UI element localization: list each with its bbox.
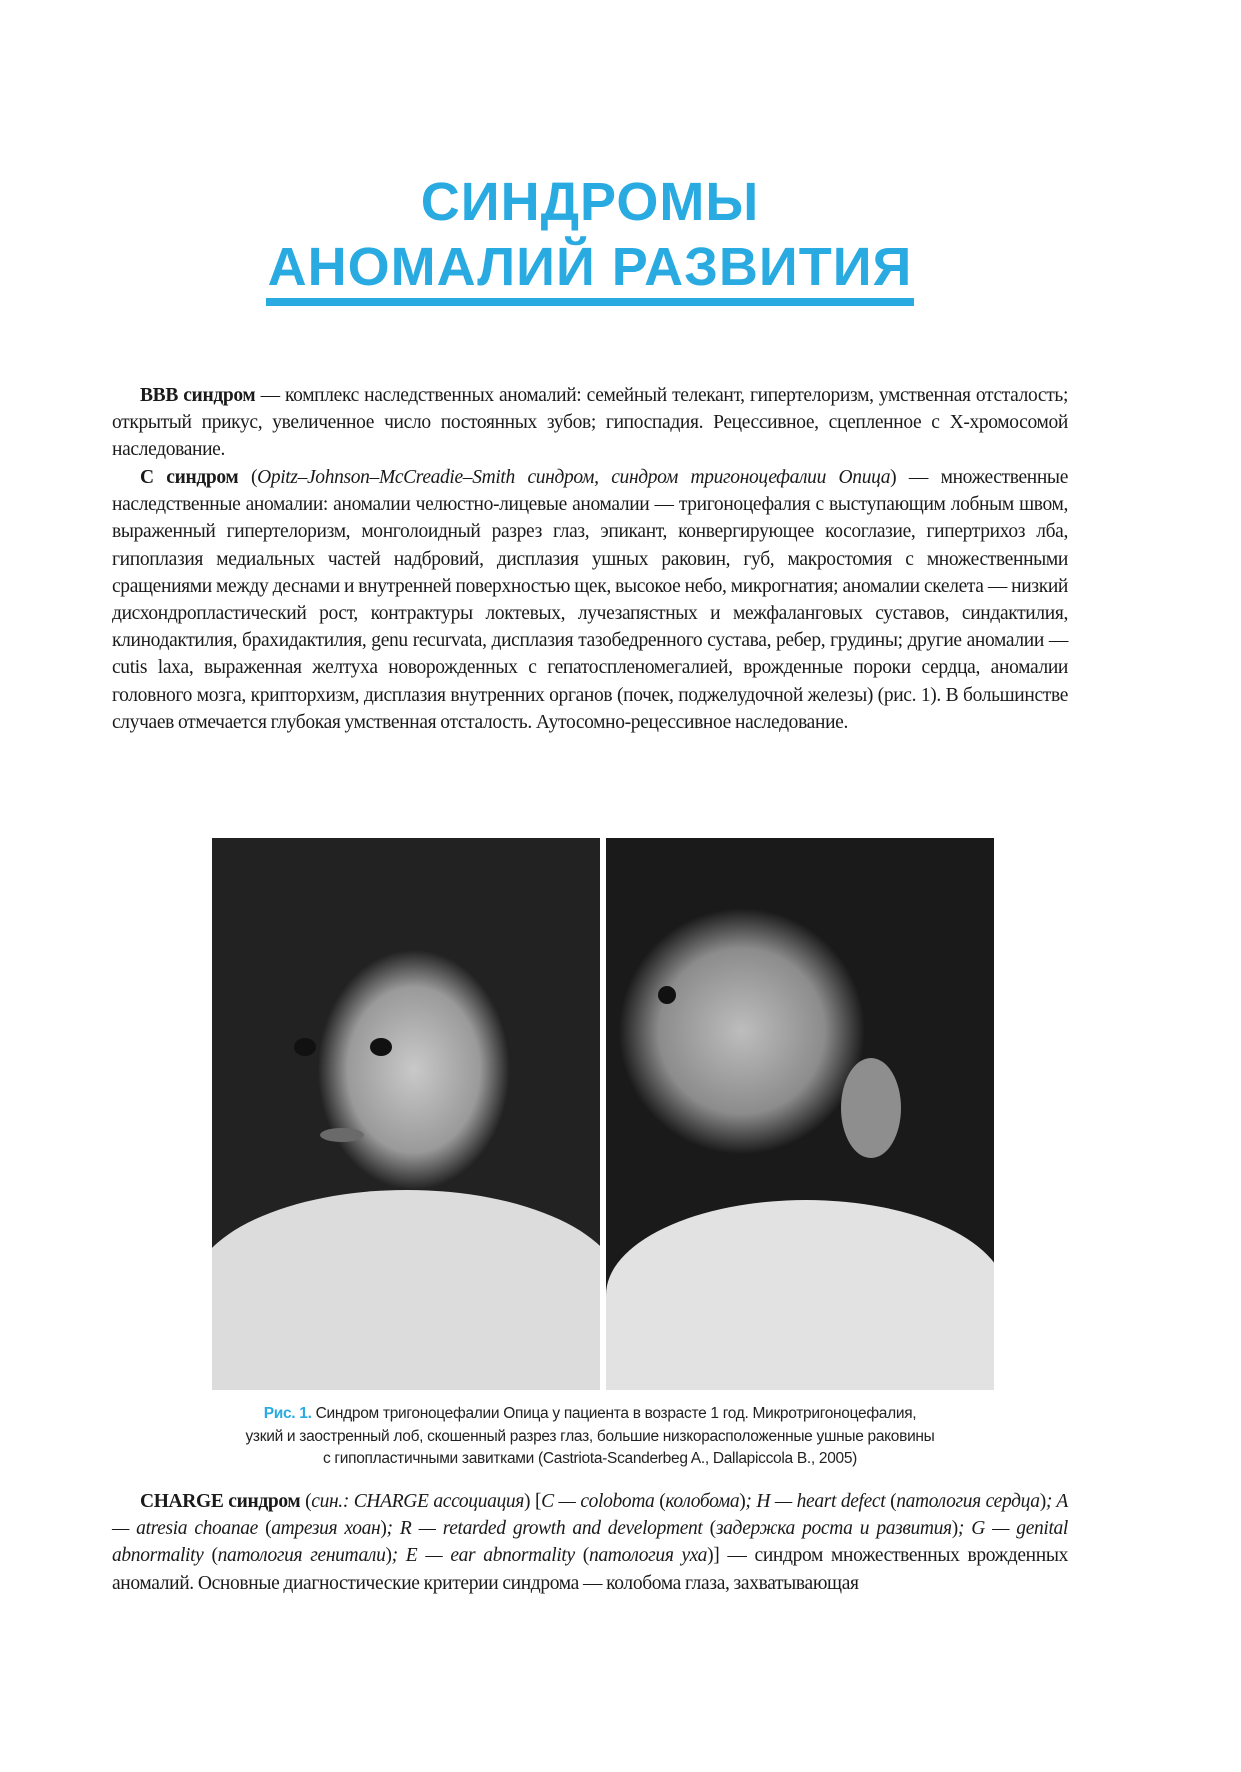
text: ( — [702, 1518, 716, 1540]
text: ) — множественные наследственные аномалии: аномалии челюстно-лицевые аномалии — тригоноцефалия с выступающим лобным швом, выраженный гипертелоризм, монголоидный разрез глаз, эпикант, конвергирующее косоглазие, гипертрихоз лба, гипоплазия медиальных частей надбровий, дисплазия ушных раковин, губ, макростомия с множественными сращениями между деснами и внутренней поверхностью щек, высокое небо, микрогнатия; аномалии скелета — низкий дисхондропластический рост, контрактуры локтевых, лучезапястных и межфаланговых суставов, синдактилия, клинодактилия, брахидактилия, genu recurvata, дисплазия тазобедренного сустава, ребер, грудины; другие аномалии — cutis laxa, выраженная желтуха новорожденных с гепатоспленомегалией, врожденные пороки сердца, аномалии головного мозга, крипторхизм, дисплазия внутренних органов (почек, поджелудочной железы) (рис. 1). В большинстве случаев отмечается глубокая умственная отсталость. Аутосомно-рецессивное наследование. — [112, 467, 1068, 733]
text: патология уха — [588, 1545, 708, 1567]
title-underline — [266, 298, 914, 306]
figure-label: Рис. 1. — [263, 1405, 312, 1422]
paragraph-charge-syndrome — [112, 1488, 1068, 1597]
text: ) — [380, 1518, 387, 1540]
text: ( — [238, 467, 258, 488]
text: син.: CHARGE ассоциация — [311, 1491, 525, 1512]
text: ; R — retarded growth and development — [386, 1518, 703, 1540]
term: CHARGE синдром — [140, 1491, 301, 1512]
text: ; H — heart defect — [745, 1491, 886, 1512]
photo-patient-front — [212, 838, 600, 1390]
text: ( — [203, 1545, 218, 1567]
title-line-2: АНОМАЛИЙ РАЗВИТИЯ — [267, 237, 913, 297]
synonyms: Opitz–Johnson–McCreadie–Smith синдром, синдром тригоноцефалии Опица — [257, 467, 891, 488]
caption-text: Синдром тригоноцефалии Опица у пациента в возрасте 1 год. Микротригоноцефалия, — [311, 1405, 917, 1422]
text: — комплекс наследственных аномалий: семейный телекант, гипертелоризм, умственная отсталость; открытый прикус, увеличенное число постоянных зубов; гипоспадия. Рецессивное, сцепленное с Х-хромосомой наследование. — [112, 385, 1069, 461]
figure-caption — [112, 1403, 1068, 1471]
paragraph-bbb-syndrome — [112, 382, 1068, 464]
text: патология сердца — [896, 1491, 1040, 1512]
text: ( — [300, 1491, 312, 1512]
text: патология генитали — [217, 1545, 386, 1567]
text: ) [ — [524, 1491, 542, 1512]
photo-patient-profile — [606, 838, 994, 1390]
text: ; A — atresia choanae — [112, 1491, 1068, 1540]
title-line-1: СИНДРОМЫ — [420, 172, 760, 232]
text: ( — [574, 1545, 589, 1567]
text: ) — [739, 1491, 746, 1512]
text: ( — [654, 1491, 666, 1512]
text: колобома — [665, 1491, 740, 1512]
text: ; G — genital abnormality — [112, 1518, 1069, 1567]
text: атрезия хоан — [271, 1518, 381, 1540]
text: C — coloboma — [541, 1491, 655, 1512]
caption-text: узкий и заостренный лоб, скошенный разрез глаз, большие низкорасположенные ушные раковины — [245, 1427, 935, 1445]
text: ) — [951, 1518, 958, 1540]
text: ) — [385, 1545, 392, 1567]
text: ( — [885, 1491, 897, 1512]
text: ( — [257, 1518, 272, 1540]
caption-text: с гипопластичными завитками (Castriota-Scanderbeg A., Dallapiccola B., 2005) — [322, 1450, 858, 1467]
text: ; E — ear abnormality — [391, 1545, 575, 1567]
term: ВВВ синдром — [140, 385, 256, 406]
text: задержка роста и развития — [715, 1518, 952, 1540]
text: ) — [1039, 1491, 1046, 1512]
paragraph-c-syndrome — [112, 464, 1068, 736]
text: )] — синдром множественных врожденных аномалий. Основные диагностические критерии синдрома — колобома глаза, захватывающая — [112, 1545, 1068, 1594]
term: С синдром — [140, 467, 239, 488]
